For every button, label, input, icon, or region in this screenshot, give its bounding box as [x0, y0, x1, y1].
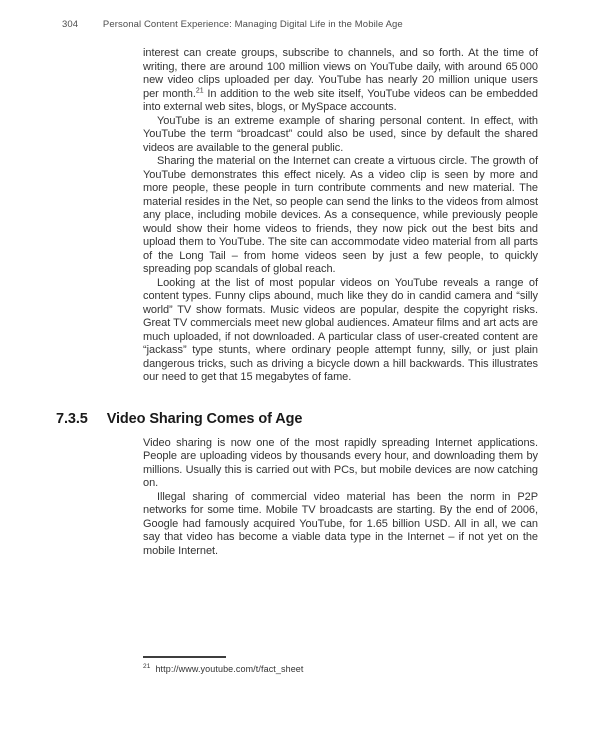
paragraph-text: Illegal sharing of commercial video material has been the norm in P2P networks for some time. Mobile TV broadcasts are starting. By the end of 2006, Google had famously acquired YouTube, for 1.65 billion USD. All in all, we can say that video has become a viable data type in the Internet – if not yet on the mobile Internet.: [143, 490, 538, 557]
footnote-url: http://www.youtube.com/t/fact_sheet: [155, 664, 304, 674]
text-column: [56, 47, 538, 558]
page-header: [62, 19, 403, 30]
paragraph: [143, 491, 538, 559]
section-title: Video Sharing Comes of Age: [106, 410, 303, 427]
footnote-rule: [143, 656, 226, 658]
paragraph-text: Sharing the material on the Internet can create a virtuous circle. The growth of YouTube demonstrates this effect nicely. As a video clip is seen by more and more people, these people in turn contribute comments and new material. The material resides in the Net, so people can send the links to the videos from almost any place, including mobile devices. As a consequence, while previously people would show their home videos to friends, they now pick out the best bits and upload them to YouTube. The site can accommodate video material from all parts of the Long Tail – from home videos seen by just a few people, to quickly spreading pop scandals of global reach.: [143, 155, 538, 275]
page-number: 304: [62, 19, 79, 30]
paragraph-text: interest can create groups, subscribe to channels, and so forth. At the time of writing, there are around 100 million views on YouTube daily, with around 65 000 new video clips uploaded per day. YouTube has nearly 20 million unique users per month.: [143, 47, 538, 100]
paragraph: [143, 47, 538, 115]
footnote-marker: 21: [143, 663, 151, 670]
paragraph-text: In addition to the web site itself, YouTube videos can be embedded into external web sites, blogs, or MySpace accounts.: [143, 87, 538, 113]
running-title: Personal Content Experience: Managing Digital Life in the Mobile Age: [102, 19, 403, 30]
paragraph-text: Looking at the list of most popular videos on YouTube reveals a range of content types. Funny clips abound, much like they do in candid camera and “silly world” TV show formats. Music videos are popular, despite the copyright risks. Great TV commercials meet new global audiences. Amateur films and art acts are much uploaded, if not downloaded. A particular class of user-created content are “jackass” type stunts, where ordinary people attempt funny, silly, or just plain dangerous tricks, such as driving a bicycle down a hill backwards. This illustrates our need to get that 15 megabytes of fame.: [143, 276, 538, 383]
section-heading: [56, 411, 538, 427]
footnote-text: [143, 664, 539, 674]
paragraph: [143, 277, 538, 385]
footnote-reference: 21: [195, 86, 204, 94]
paragraphs-before-heading: [56, 47, 538, 385]
paragraph-text: Video sharing is now one of the most rapidly spreading Internet applications. People are uploading videos by thousands every hour, and downloading them by millions. Usually this is carried out with PCs, but mobile devices are now catching on.: [143, 436, 538, 489]
footnote: [143, 656, 539, 674]
paragraphs-after-heading: [56, 437, 538, 559]
paragraph: [143, 155, 538, 277]
paragraph: [143, 437, 538, 491]
section-number: 7.3.5: [56, 410, 88, 427]
paragraph: [143, 115, 538, 156]
paragraph-text: YouTube is an extreme example of sharing personal content. In effect, with YouTube the term “broadcast” could also be used, since by default the shared videos are available to the general public.: [143, 114, 538, 154]
